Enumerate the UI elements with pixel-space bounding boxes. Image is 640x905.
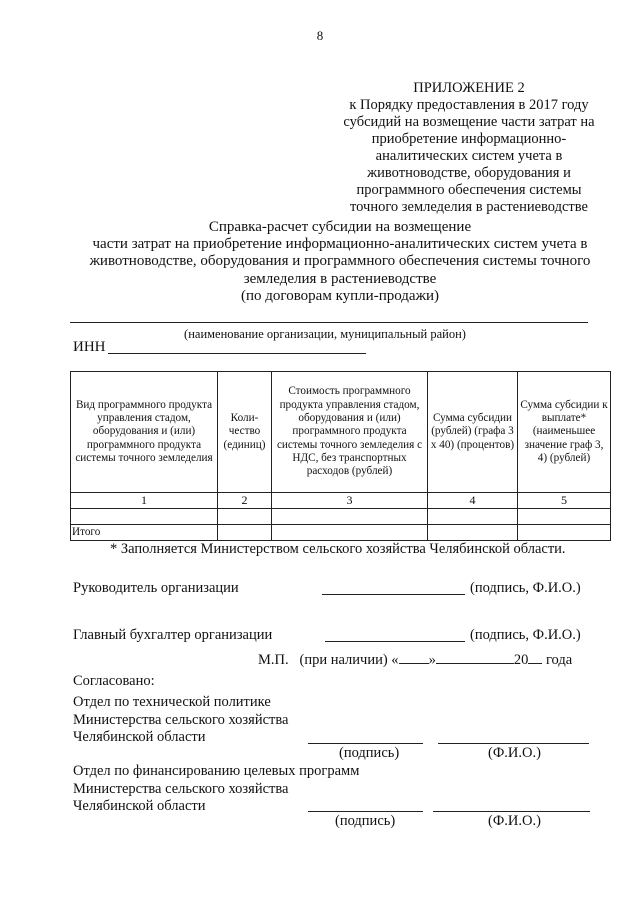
column-header: Сумма субсидии (рублей) (графа 3 х 40) (процентов) [428,372,518,493]
department-line: Отдел по финансированию целевых программ [73,763,360,779]
department-line: Министерства сельского хозяйства [73,711,289,728]
year-prefix: 20 [513,652,529,668]
calculation-table [70,371,611,541]
dept1-signature-field [308,743,423,744]
head-label: Руководитель организации [73,580,239,596]
column-header: Коли-чество (единиц) [218,372,272,493]
column-header: Вид программного продукта управления стадом, оборудования и (или) программного продукта системы точного земледелия [71,372,218,493]
appendix-line: программного обеспечения системы [356,182,582,198]
date-year-field [528,663,542,664]
stamp-date-line [258,652,572,669]
appendix-block [334,80,604,216]
accountant-label: Главный бухгалтер организации [73,627,273,643]
column-number: 5 [518,493,611,509]
accountant-signature-hint: (подпись, Ф.И.О.) [470,627,581,643]
department-line: Отдел по технической политике [73,694,271,710]
table-cell [71,509,218,525]
inn-field [108,353,366,354]
department-line: Министерства сельского хозяйства [73,780,289,797]
title-line: Справка-расчет субсидии на возмещение [208,219,472,235]
table-header-row [71,372,611,493]
column-header: Сумма субсидии к выплате* (наименьшее значение граф 3, 4) (рублей) [518,372,611,493]
total-label: Итого [71,525,218,541]
title-line: животноводстве, оборудования и программного обеспечения системы точного [89,253,591,270]
dept2-signature-field [308,811,423,812]
head-signature-field [322,594,465,595]
department-line: Челябинской области [73,798,206,814]
document-title [70,219,610,305]
appendix-line: аналитических систем учета в [375,148,563,164]
column-number: 1 [71,493,218,509]
table-row [71,509,611,525]
table-cell [218,525,272,541]
approval-heading: Согласовано: [73,673,155,689]
appendix-heading: ПРИЛОЖЕНИЕ 2 [413,80,525,96]
org-name-caption: (наименование организации, муниципальный район) [184,327,466,341]
column-number: 2 [218,493,272,509]
date-quote: » [428,652,436,668]
table-cell [218,509,272,525]
approval-department-1 [73,694,288,747]
table-cell [272,509,428,525]
table-cell [518,525,611,541]
table-cell [518,509,611,525]
dept1-signature-hint: (подпись) [339,745,400,761]
footnote: * Заполняется Министерством сельского хозяйства Челябинской области. [110,541,566,557]
inn-label: ИНН [73,339,106,355]
page-number: 8 [316,28,324,43]
year-suffix: года [545,652,573,668]
dept2-signature-hint: (подпись) [335,813,396,829]
table-total-row [71,525,611,541]
accountant-signature-field [325,641,465,642]
title-line: (по договорам купли-продажи) [241,287,439,304]
appendix-line: субсидий на возмещение части затрат на [343,114,595,130]
date-day-field [399,663,429,664]
column-header: Стоимость программного продукта управления стадом, оборудования и (или) программного продукта системы точного земледелия с НДС, без транспортных расходов (рублей) [272,372,428,493]
appendix-line: точного земледелия в растениеводстве [350,199,588,215]
column-number-row [71,493,611,509]
table-cell [428,509,518,525]
department-line: Челябинской области [73,729,206,745]
table-cell [272,525,428,541]
dept1-name-field [438,743,589,744]
appendix-line: к Порядку предоставления в 2017 году [349,97,589,113]
table-cell [428,525,518,541]
org-name-field [70,322,588,323]
stamp-hint: (при наличии) « [299,652,399,668]
title-line: части затрат на приобретение информационно-аналитических систем учета в [92,236,588,253]
column-number: 4 [428,493,518,509]
approval-department-2 [73,763,359,816]
head-signature-hint: (подпись, Ф.И.О.) [470,580,581,596]
dept2-name-hint: (Ф.И.О.) [488,813,541,829]
stamp-label: М.П. [258,652,289,668]
title-line: земледелия в растениеводстве [243,270,437,287]
date-month-field [436,663,514,664]
dept2-name-field [433,811,590,812]
dept1-name-hint: (Ф.И.О.) [488,745,541,761]
appendix-line: животноводстве, оборудования и [367,165,571,181]
appendix-line: приобретение информационно- [371,131,567,147]
column-number: 3 [272,493,428,509]
